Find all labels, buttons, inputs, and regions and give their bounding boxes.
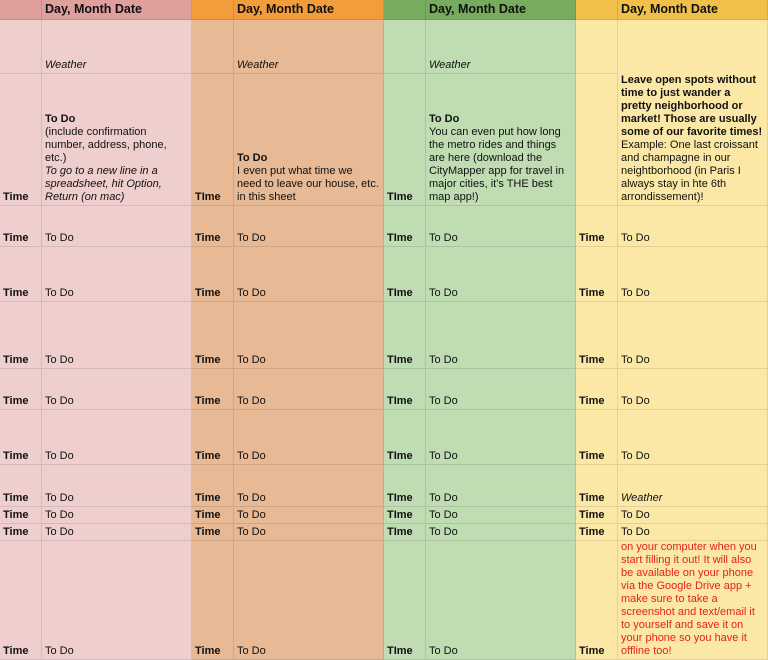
day1-time-r11[interactable]: Time xyxy=(0,524,42,541)
day3-weather[interactable]: Weather xyxy=(426,20,576,74)
day1-top-todo-line2: To go to a new line in a spreadsheet, hit Option, Return (on mac) xyxy=(45,165,162,203)
day2-time-r10[interactable]: Time xyxy=(192,507,234,524)
day1-todo-r10[interactable]: To Do xyxy=(42,507,192,524)
day2-todo-r5[interactable]: To Do xyxy=(234,247,384,302)
day3-todo-r11[interactable]: To Do xyxy=(426,524,576,541)
day4-note-cell[interactable] xyxy=(618,20,768,206)
day3-time-r7[interactable]: TIme xyxy=(384,369,426,410)
day1-todo-r9[interactable]: To Do xyxy=(42,465,192,507)
day3-todo-r5[interactable]: To Do xyxy=(426,247,576,302)
day4-time-r4[interactable]: Time xyxy=(576,206,618,247)
day2-time-r9[interactable]: Time xyxy=(192,465,234,507)
day1-todo-r4[interactable]: To Do xyxy=(42,206,192,247)
day3-time-r12[interactable]: TIme xyxy=(384,541,426,660)
day2-todo-r6[interactable]: To Do xyxy=(234,302,384,369)
day3-time-r10[interactable]: TIme xyxy=(384,507,426,524)
day4-todo-r6[interactable]: To Do xyxy=(618,302,768,369)
day4-time-r8[interactable]: Time xyxy=(576,410,618,465)
day1-todo-r5[interactable]: To Do xyxy=(42,247,192,302)
day2-top-todo-title: To Do xyxy=(237,152,268,164)
day2-weather[interactable]: Weather xyxy=(234,20,384,74)
day4-time-r7[interactable]: Time xyxy=(576,369,618,410)
day3-top-time[interactable]: TIme xyxy=(384,74,426,206)
day3-todo-r8[interactable]: To Do xyxy=(426,410,576,465)
day1-time-r5[interactable]: Time xyxy=(0,247,42,302)
day4-todo-r5[interactable]: To Do xyxy=(618,247,768,302)
day3-top-todo[interactable] xyxy=(426,74,576,206)
day2-todo-r4[interactable]: To Do xyxy=(234,206,384,247)
day1-todo-r11[interactable]: To Do xyxy=(42,524,192,541)
day2-top-time[interactable]: TIme xyxy=(192,74,234,206)
day3-time-r8[interactable]: TIme xyxy=(384,410,426,465)
day1-top-todo-title: To Do xyxy=(45,113,76,125)
day2-todo-r7[interactable]: To Do xyxy=(234,369,384,410)
day2-time-r11[interactable]: Time xyxy=(192,524,234,541)
day1-time-r8[interactable]: Time xyxy=(0,410,42,465)
day1-header[interactable]: Day, Month Date xyxy=(42,0,192,20)
day4-note-bold: Leave open spots without time to just wander a pretty neighborhood or market! Those are usually some of our favorite times! xyxy=(621,74,763,138)
day2-top-todo[interactable] xyxy=(234,74,384,206)
day1-time-r6[interactable]: Time xyxy=(0,302,42,369)
day3-todo-r12[interactable]: To Do xyxy=(426,541,576,660)
day1-top-todo[interactable] xyxy=(42,74,192,206)
day2-time-r12[interactable]: Time xyxy=(192,541,234,660)
day1-todo-r12[interactable]: To Do xyxy=(42,541,192,660)
day1-todo-r6[interactable]: To Do xyxy=(42,302,192,369)
day2-todo-r12[interactable]: To Do xyxy=(234,541,384,660)
day3-time-r5[interactable]: TIme xyxy=(384,247,426,302)
day4-header[interactable]: Day, Month Date xyxy=(618,0,768,20)
day4-time-r9[interactable]: Time xyxy=(576,465,618,507)
day3-todo-r10[interactable]: To Do xyxy=(426,507,576,524)
day3-weather-time-cell[interactable] xyxy=(384,20,426,74)
day1-time-r12[interactable]: Time xyxy=(0,541,42,660)
day4-todo-r4[interactable]: To Do xyxy=(618,206,768,247)
day1-time-r9[interactable]: Time xyxy=(0,465,42,507)
day1-top-time[interactable]: Time xyxy=(0,74,42,206)
day1-weather[interactable]: Weather xyxy=(42,20,192,74)
day4-note-example: Example: One last croissant and champagne in our neightborhood (in Paris I always stay in hte 6th arrondissement)! xyxy=(621,139,758,203)
day3-time-r11[interactable]: TIme xyxy=(384,524,426,541)
day2-todo-r8[interactable]: To Do xyxy=(234,410,384,465)
day4-top-time-cell[interactable] xyxy=(576,74,618,206)
day3-todo-r7[interactable]: To Do xyxy=(426,369,576,410)
day4-time-r12[interactable]: Time xyxy=(576,541,618,660)
day4-todo-r10[interactable]: To Do xyxy=(618,507,768,524)
day4-todo-r7[interactable]: To Do xyxy=(618,369,768,410)
day2-weather-time-cell[interactable] xyxy=(192,20,234,74)
day4-bookmark-note[interactable]: on your computer when you start filling it out! It will also be available on your phone via the Google Drive app + make sure to take a screenshot and text/email it to yourself and save it on your phone so you have it offline too! xyxy=(618,541,768,660)
day1-time-r4[interactable]: Time xyxy=(0,206,42,247)
day2-top-todo-line1: I even put what time we need to leave our house, etc. in this sheet xyxy=(237,165,379,203)
day4-weather-time-cell[interactable] xyxy=(576,20,618,74)
day2-time-header-cell[interactable] xyxy=(192,0,234,20)
day2-time-r6[interactable]: Time xyxy=(192,302,234,369)
day2-todo-r9[interactable]: To Do xyxy=(234,465,384,507)
day3-time-header-cell[interactable] xyxy=(384,0,426,20)
day1-time-r10[interactable]: Time xyxy=(0,507,42,524)
day4-weather-r9[interactable]: Weather xyxy=(618,465,768,507)
day4-time-header-cell[interactable] xyxy=(576,0,618,20)
day3-time-r9[interactable]: TIme xyxy=(384,465,426,507)
day3-todo-r9[interactable]: To Do xyxy=(426,465,576,507)
day2-time-r7[interactable]: Time xyxy=(192,369,234,410)
day3-top-todo-line1: You can even put how long the metro rides and things are here (download the CityMapper app for travel in major cities, it's THE best map app!) xyxy=(429,126,565,203)
day2-time-r5[interactable]: Time xyxy=(192,247,234,302)
day1-todo-r7[interactable]: To Do xyxy=(42,369,192,410)
day4-time-r11[interactable]: Time xyxy=(576,524,618,541)
day3-todo-r6[interactable]: To Do xyxy=(426,302,576,369)
day4-time-r5[interactable]: Time xyxy=(576,247,618,302)
day3-todo-r4[interactable]: To Do xyxy=(426,206,576,247)
day2-todo-r10[interactable]: To Do xyxy=(234,507,384,524)
day3-top-todo-title: To Do xyxy=(429,113,460,125)
day1-time-header-cell[interactable] xyxy=(0,0,42,20)
day4-time-r10[interactable]: Time xyxy=(576,507,618,524)
day4-time-r6[interactable]: Time xyxy=(576,302,618,369)
day3-time-r6[interactable]: TIme xyxy=(384,302,426,369)
day4-todo-r11[interactable]: To Do xyxy=(618,524,768,541)
day1-top-todo-line1: (include confirmation number, address, phone, etc.) xyxy=(45,126,167,164)
day2-header[interactable]: Day, Month Date xyxy=(234,0,384,20)
day1-time-r7[interactable]: Time xyxy=(0,369,42,410)
day2-time-r8[interactable]: Time xyxy=(192,410,234,465)
day3-header[interactable]: Day, Month Date xyxy=(426,0,576,20)
day2-time-r4[interactable]: Time xyxy=(192,206,234,247)
day1-todo-r8[interactable]: To Do xyxy=(42,410,192,465)
day2-todo-r11[interactable]: To Do xyxy=(234,524,384,541)
day3-time-r4[interactable]: TIme xyxy=(384,206,426,247)
day1-weather-time-cell[interactable] xyxy=(0,20,42,74)
day4-todo-r8[interactable]: To Do xyxy=(618,410,768,465)
